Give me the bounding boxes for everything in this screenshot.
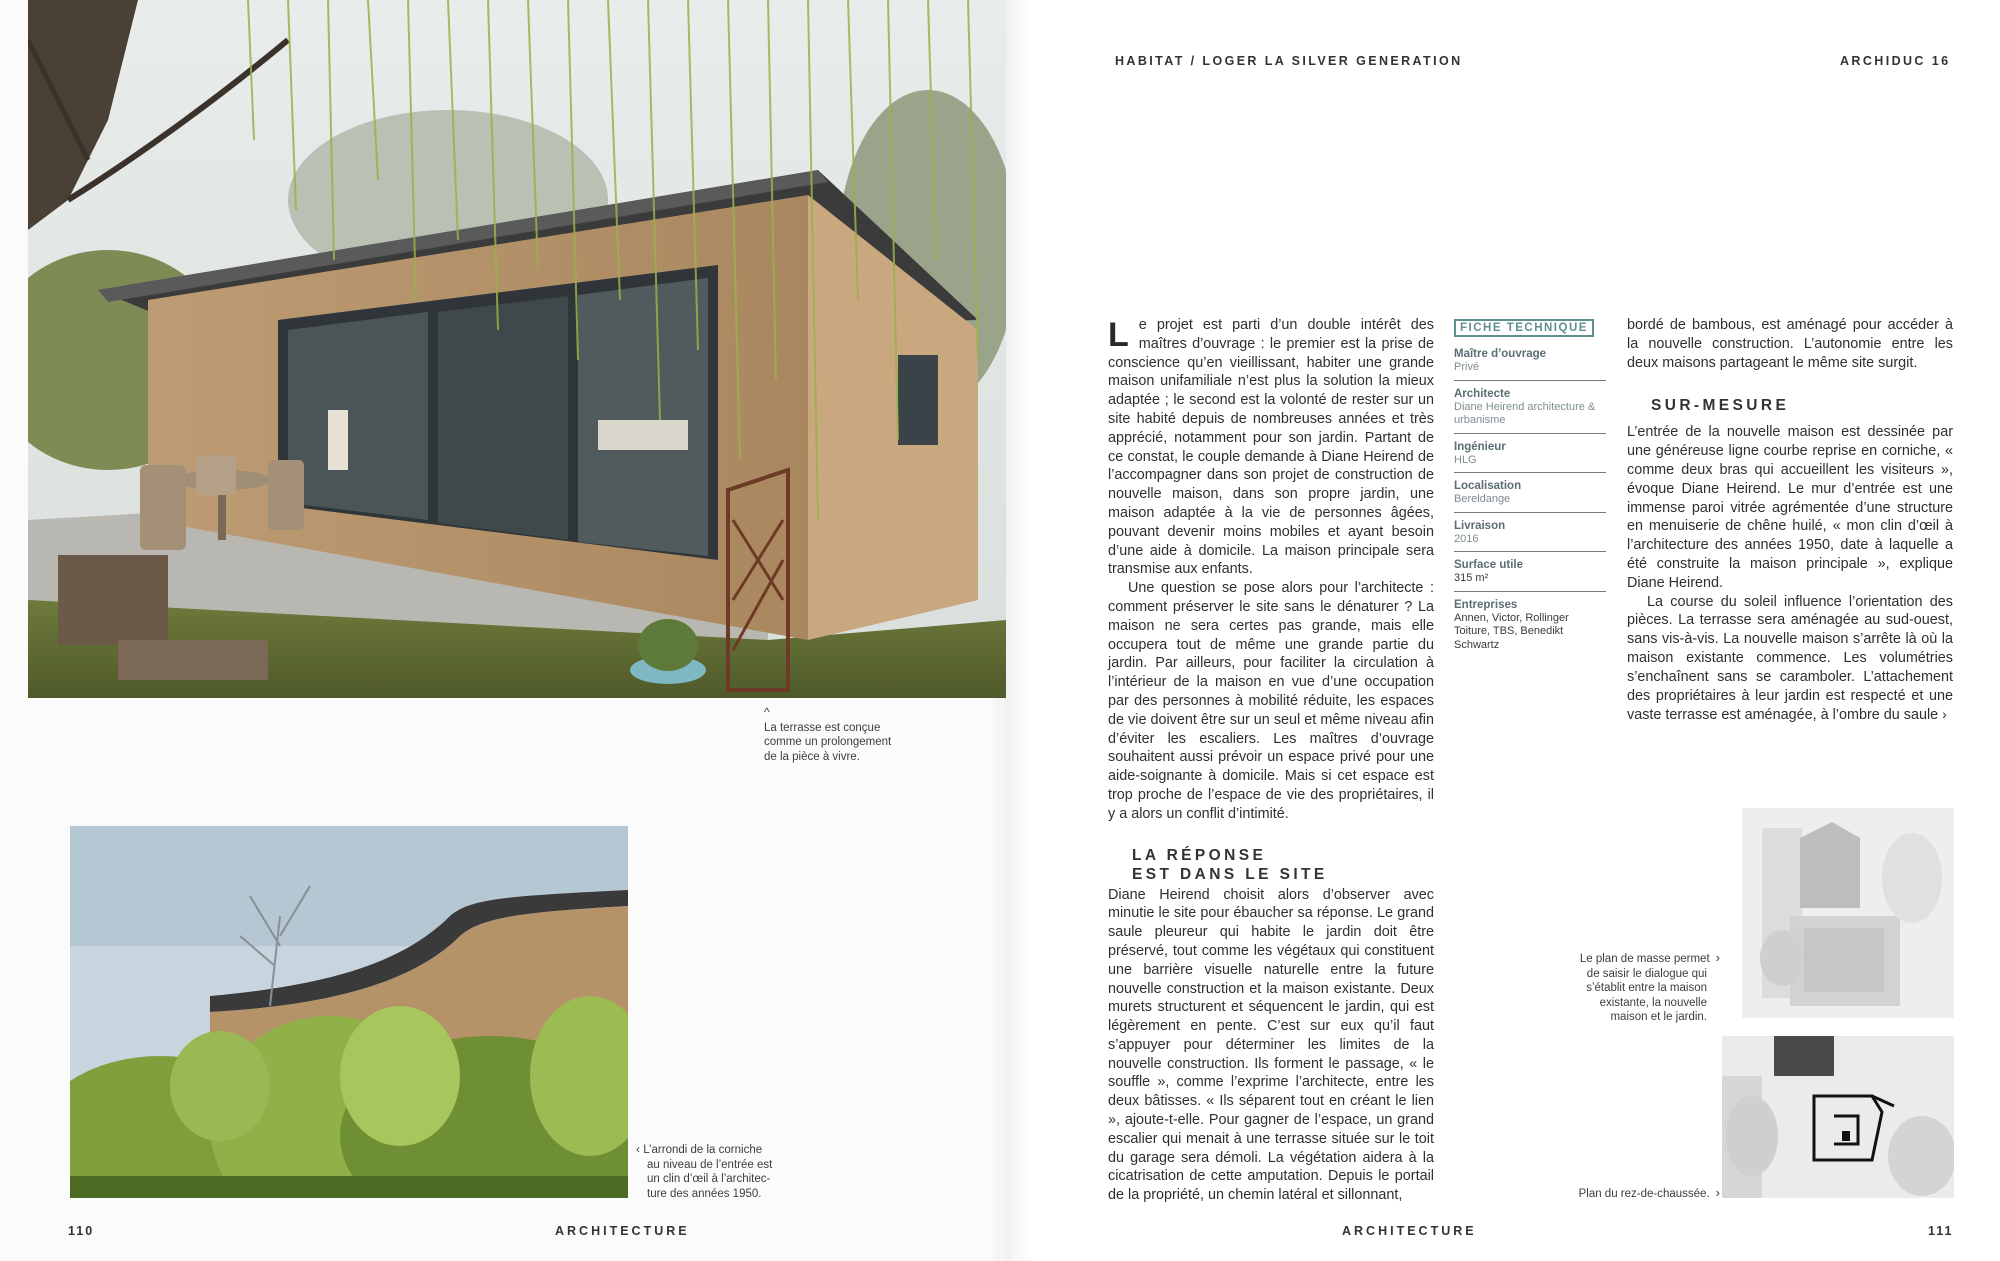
paragraph: Une question se pose alors pour l’architecte : comment préserver le site sans le dénaturer ? La maison ne sera certes pas grande, mais elle occupera tout de même une grande partie du jardin. Par ailleurs, pour faciliter la circulation à l’intérieur de la maison en vue d’une occupation par des personnes à mobilité réduite, les espaces de vie doivent être sur un seul et même niveau afin d’éviter les escaliers. Les maîtres d’ouvrage souhaitent aussi prévoir un espace privé pour une aide-soignante à domicile. Mais si cet espace est trop proche de l’espace de vie des propriétaires, il y a alors un conflit d’intimité. [1108,580,1434,822]
fiche-item: Ingénieur HLG [1454,440,1606,474]
caption-line: Plan du rez-de-chaussée. › [1578,1185,1720,1200]
fiche-item: Maître d’ouvrage Privé [1454,347,1606,381]
caption-line: comme un prolongement [764,736,892,748]
article-column-3 [1627,316,1953,725]
caption-cornice [636,1142,786,1201]
fiche-item: Surface utile 315 m² [1454,558,1606,592]
issue-label: ARCHIDUC 16 [1840,54,1951,68]
fiche-technique [1454,318,1606,663]
subheading-reponse: LA RÉPONSE EST DANS LE SITE [1132,846,1328,883]
caption-line: de saisir le dialogue qui [1586,967,1707,980]
fiche-title: FICHE TECHNIQUE [1454,319,1594,337]
fiche-item: Livraison 2016 [1454,519,1606,553]
caret-up-icon: ^ [764,705,770,719]
paragraph: Diane Heirend choisit alors d’observer avec minutie le site pour ébaucher sa réponse. Le grand saule pleureur qui habite le jardin doit être préservé, tout comme les végétaux qui constituent une barrière visuelle naturelle entre la future nouvelle construction et la maison existante. Deux murets structurent et séquencent le jardin, qui est légèrement en pente. C’est sur eux qu’il faut s’appuyer pour déterminer les limites de la nouvelle construction. Ils forment le passage, « le souffle », comme l’exprime l’architecte, entre les deux bâtisses. « Ils séparent tout en créant le lien », ajoute-t-elle. Pour gagner de l’espace, un grand escalier qui menait à une terrasse située sur le toit du garage sera démoli. La végétation aidera à la cicatrisation de cette amputation. Depuis le portail de la propriété, un chemin latéral et sillonnant, [1108,886,1434,1204]
caption-line: existante, la nouvelle [1599,996,1707,1009]
caption-line: maison et le jardin. [1610,1011,1707,1023]
caption-line: ‹ L’arrondi de la corniche [636,1142,763,1156]
fiche-item: Entreprises Annen, Victor, Rollinger Toiture, TBS, Benedikt Schwartz [1454,598,1569,651]
photo-terrace [28,0,1006,698]
caption-line: La terrasse est conçue [764,721,881,734]
caption-line: ture des années 1950. [647,1187,762,1200]
page-number-left: 110 [68,1224,95,1238]
caption-plan-masse [1535,951,1720,1025]
plan-rez-de-chaussee [1722,1036,1954,1198]
plan-de-masse [1742,808,1954,1018]
article-column-1 [1108,316,1434,1205]
fiche-item: Architecte Diane Heirend architecture & urbanisme [1454,387,1606,434]
caption-plan-rdc [1535,1186,1720,1202]
caption-line: au niveau de l’entrée est [647,1158,773,1171]
caption-line: un clin d’œil à l’architec- [647,1173,771,1185]
caption-line: de la pièce à vivre. [764,750,860,763]
chevron-left-icon: ‹ [636,1142,640,1156]
chevron-right-icon: › [1942,706,1947,723]
drop-cap: L [1108,316,1129,354]
chevron-right-icon: › [1715,1185,1720,1200]
fiche-item: Localisation Bereldange [1454,479,1606,513]
paragraph: Le projet est parti d’un double intérêt des maîtres d’ouvrage : le premier est la prise de conscience qu’en vieillissant, habiter une grande maison unifamiliale n’est plus la solution la mieux adaptée ; le second est la volonté de rester sur un site habité depuis de nombreuses années et très apprécié, notamment pour son jardin. Partant de ce constat, le couple demande à Diane Heirend de l’accompagner dans son projet de construction de nouvelle maison, dans son propre jardin, une maison adaptée à la vie de personnes âgées, pouvant devenir moins mobiles et ayant besoin d’une aide à domicile. La maison principale sera transmise aux enfants. [1108,316,1434,578]
paragraph: L’entrée de la nouvelle maison est dessinée par une généreuse ligne courbe reprise en corniche, « comme deux bras qui accueillent les visiteurs », évoque Diane Heirend. Le mur d’entrée est une immense paroi vitrée agrémentée d’une structure en menuiserie de chêne huilé, « mon clin d’œil à l’architecture des années 1950, date à laquelle a été construite la maison principale », explique Diane Heirend. [1627,424,1953,591]
section-label-right: ARCHITECTURE [1342,1224,1477,1238]
paragraph: La course du soleil influence l’orientation des pièces. La terrasse sera aménagée au sud-ouest, sans vis-à-vis. La nouvelle maison s’arrête là où la maison existante commence. Les volumétries s’enchaînent sans se caramboler. L’attachement des propriétaires à leur jardin est respecté et une vaste terrasse est aménagée, à l’ombre du saule › [1627,593,1953,724]
chevron-right-icon: › [1715,950,1720,965]
running-head: HABITAT / LOGER LA SILVER GENERATION [1115,54,1463,68]
page-number-right: 111 [1928,1224,1954,1238]
caption-terrace [764,705,914,764]
subheading-sur-mesure: SUR-MESURE [1651,397,1790,415]
paragraph: bordé de bambous, est aménagé pour accéder à la nouvelle construction. L’autonomie entre les deux maisons partageant le même site surgit. [1627,317,1953,371]
section-label-left: ARCHITECTURE [555,1224,690,1238]
photo-cornice [70,826,628,1198]
caption-line: s’établit entre la maison [1586,982,1707,994]
caption-line: Le plan de masse permet › [1579,950,1720,965]
